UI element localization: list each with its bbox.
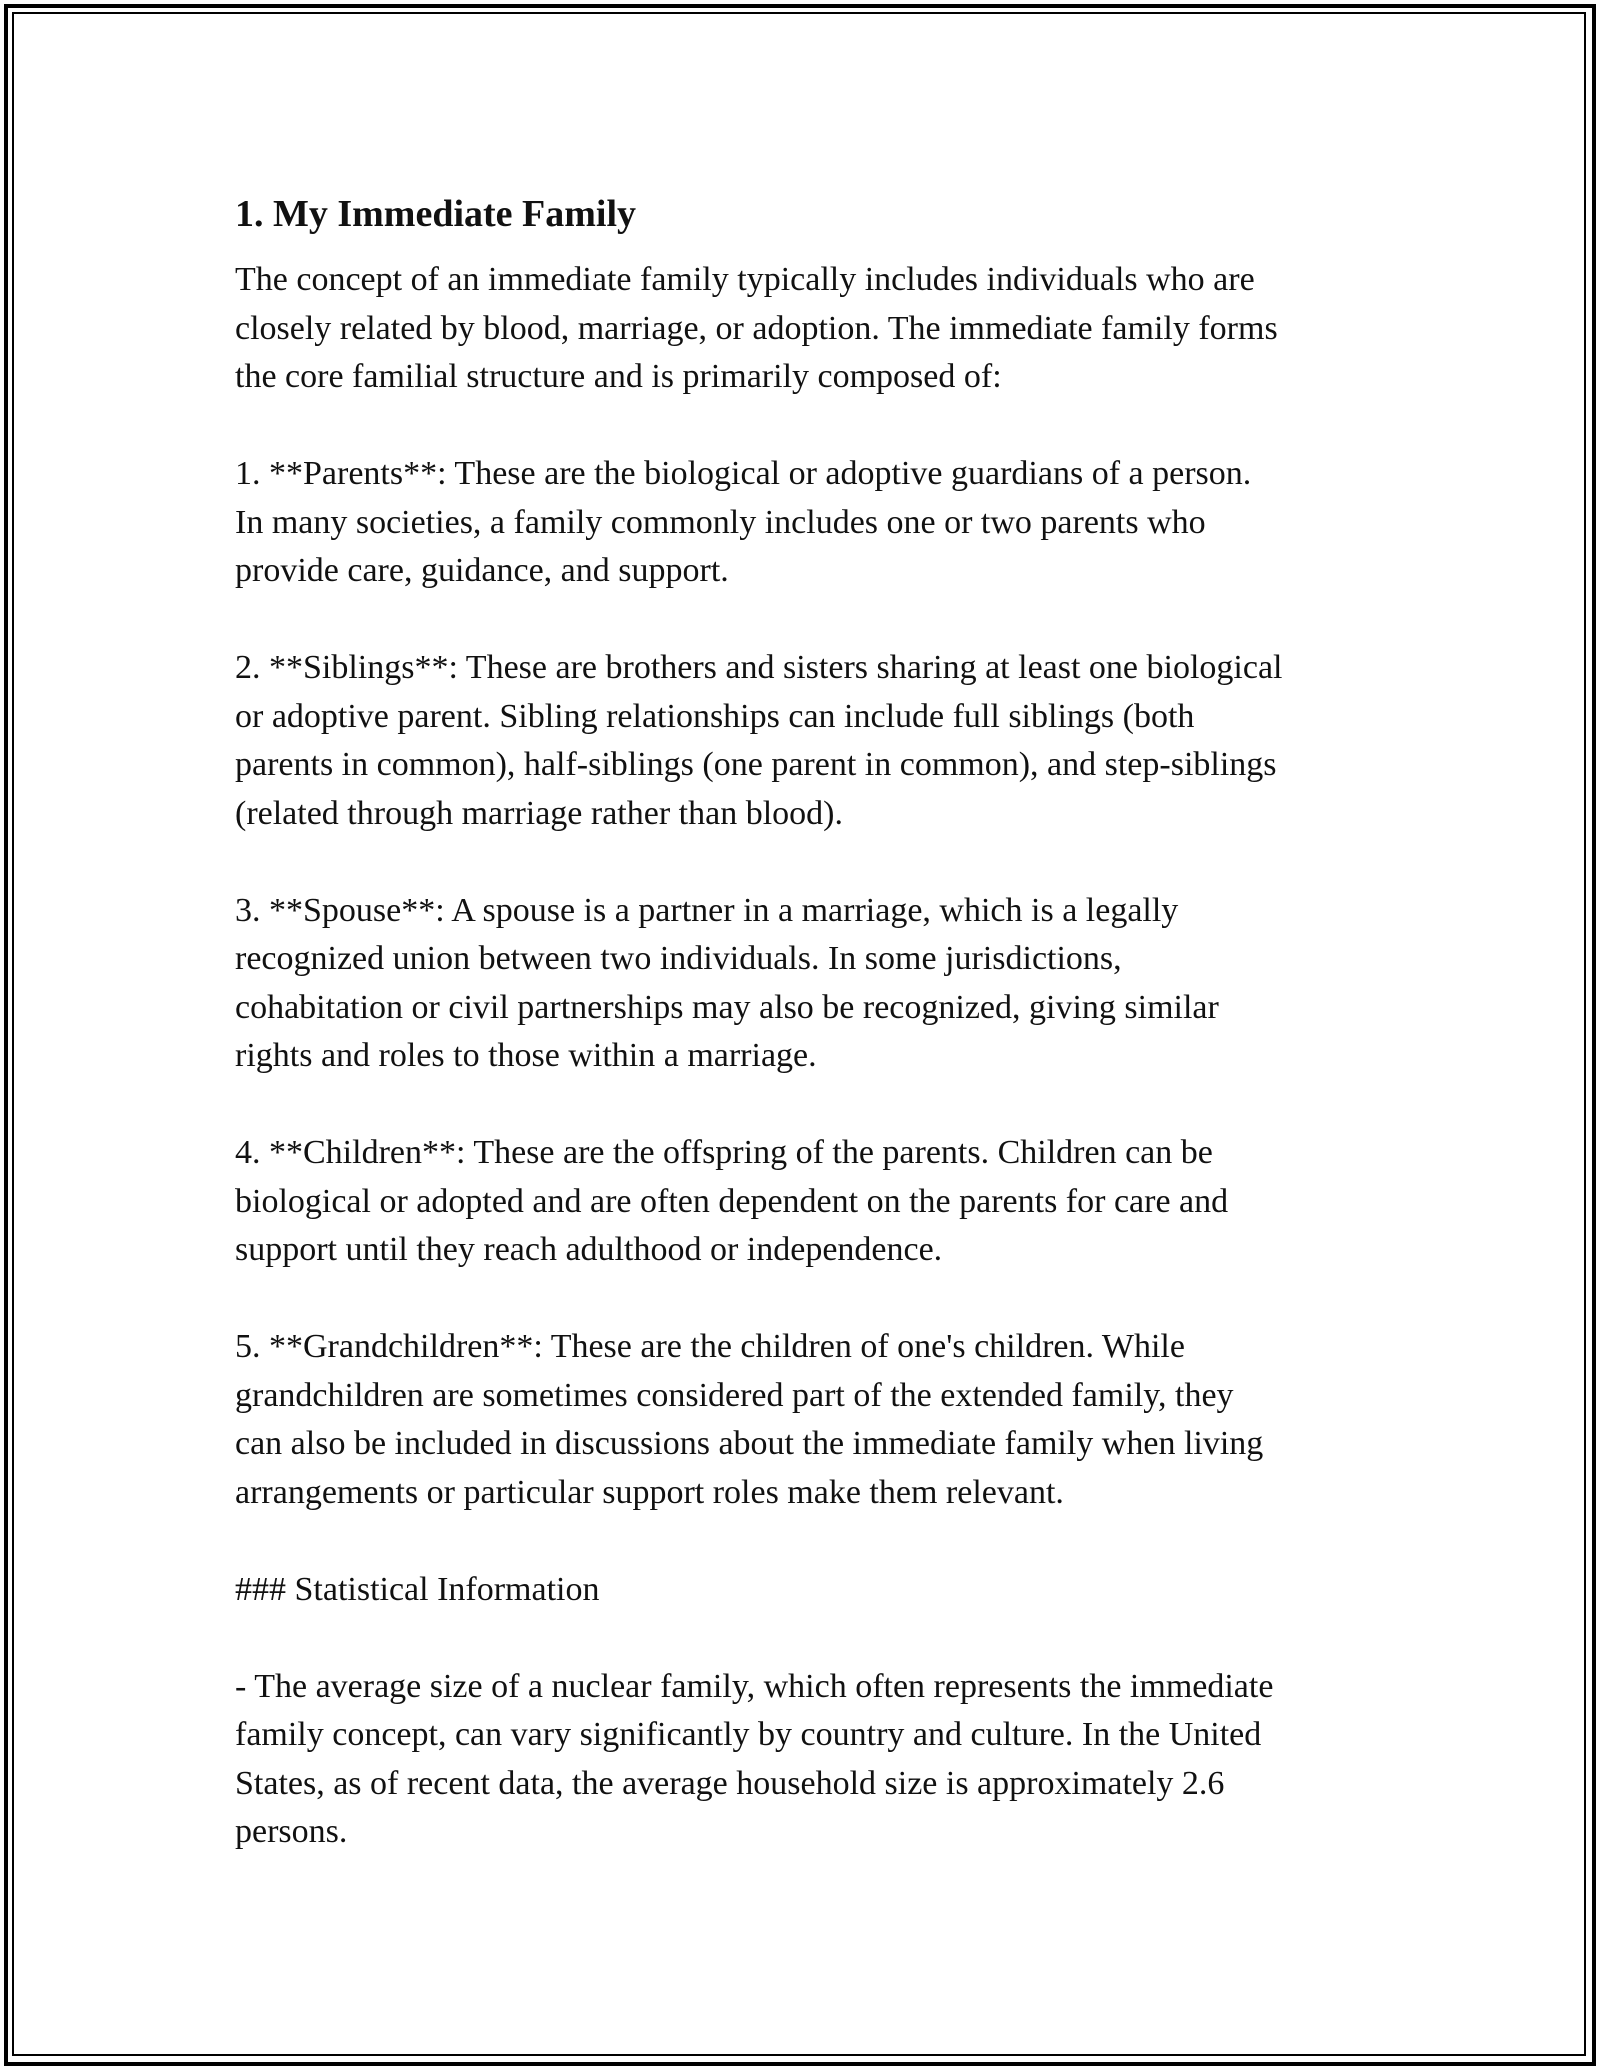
text-line: ### Statistical Information [235, 1570, 600, 1608]
text-line: grandchildren are sometimes considered part of the extended family, they [235, 1376, 1234, 1414]
text-line: persons. [235, 1813, 348, 1850]
text-line: arrangements or particular support roles make them relevant. [235, 1473, 1064, 1511]
document-body [235, 188, 1375, 1905]
text-line: can also be included in discussions about the immediate family when living [235, 1425, 1264, 1462]
text-line: recognized union between two individuals. In some jurisdictions, [235, 940, 1122, 977]
text-line: cohabitation or civil partnerships may also be recognized, giving similar [235, 988, 1219, 1026]
text-line: 5. **Grandchildren**: These are the children of one's children. While [235, 1328, 1185, 1365]
grandchildren-paragraph [235, 1323, 1375, 1517]
text-line: family concept, can vary significantly by country and culture. In the United [235, 1716, 1262, 1753]
text-line: (related through marriage rather than blood). [235, 794, 843, 832]
parents-paragraph [235, 450, 1375, 596]
text-line: parents in common), half-siblings (one parent in common), and step-siblings [235, 746, 1277, 783]
text-line: - The average size of a nuclear family, which often represents the immediate [235, 1667, 1274, 1705]
children-paragraph [235, 1129, 1375, 1275]
text-line: 2. **Siblings**: These are brothers and sisters sharing at least one biological [235, 649, 1283, 686]
spouse-paragraph [235, 887, 1375, 1081]
text-line: In many societies, a family commonly includes one or two parents who [235, 503, 1206, 541]
page-title: 1. My Immediate Family [235, 193, 637, 235]
statistics-heading [235, 1566, 1375, 1615]
text-line: 4. **Children**: These are the offspring of the parents. Children can be [235, 1134, 1213, 1171]
siblings-paragraph [235, 644, 1375, 838]
text-line: provide care, guidance, and support. [235, 552, 729, 589]
intro-paragraph [235, 256, 1375, 402]
text-line: The concept of an immediate family typically includes individuals who are [235, 261, 1255, 298]
statistics-paragraph [235, 1663, 1375, 1857]
text-line: the core familial structure and is primarily composed of: [235, 358, 1002, 395]
text-line: rights and roles to those within a marriage. [235, 1037, 817, 1074]
text-line: 1. **Parents**: These are the biological or adoptive guardians of a person. [235, 455, 1252, 492]
text-line: States, as of recent data, the average household size is approximately 2.6 [235, 1764, 1225, 1802]
text-line: or adoptive parent. Sibling relationships can include full siblings (both [235, 697, 1195, 735]
text-line: closely related by blood, marriage, or adoption. The immediate family forms [235, 309, 1278, 347]
text-line: 3. **Spouse**: A spouse is a partner in a marriage, which is a legally [235, 891, 1179, 929]
text-line: support until they reach adulthood or independence. [235, 1231, 943, 1268]
text-line: biological or adopted and are often dependent on the parents for care and [235, 1182, 1229, 1220]
